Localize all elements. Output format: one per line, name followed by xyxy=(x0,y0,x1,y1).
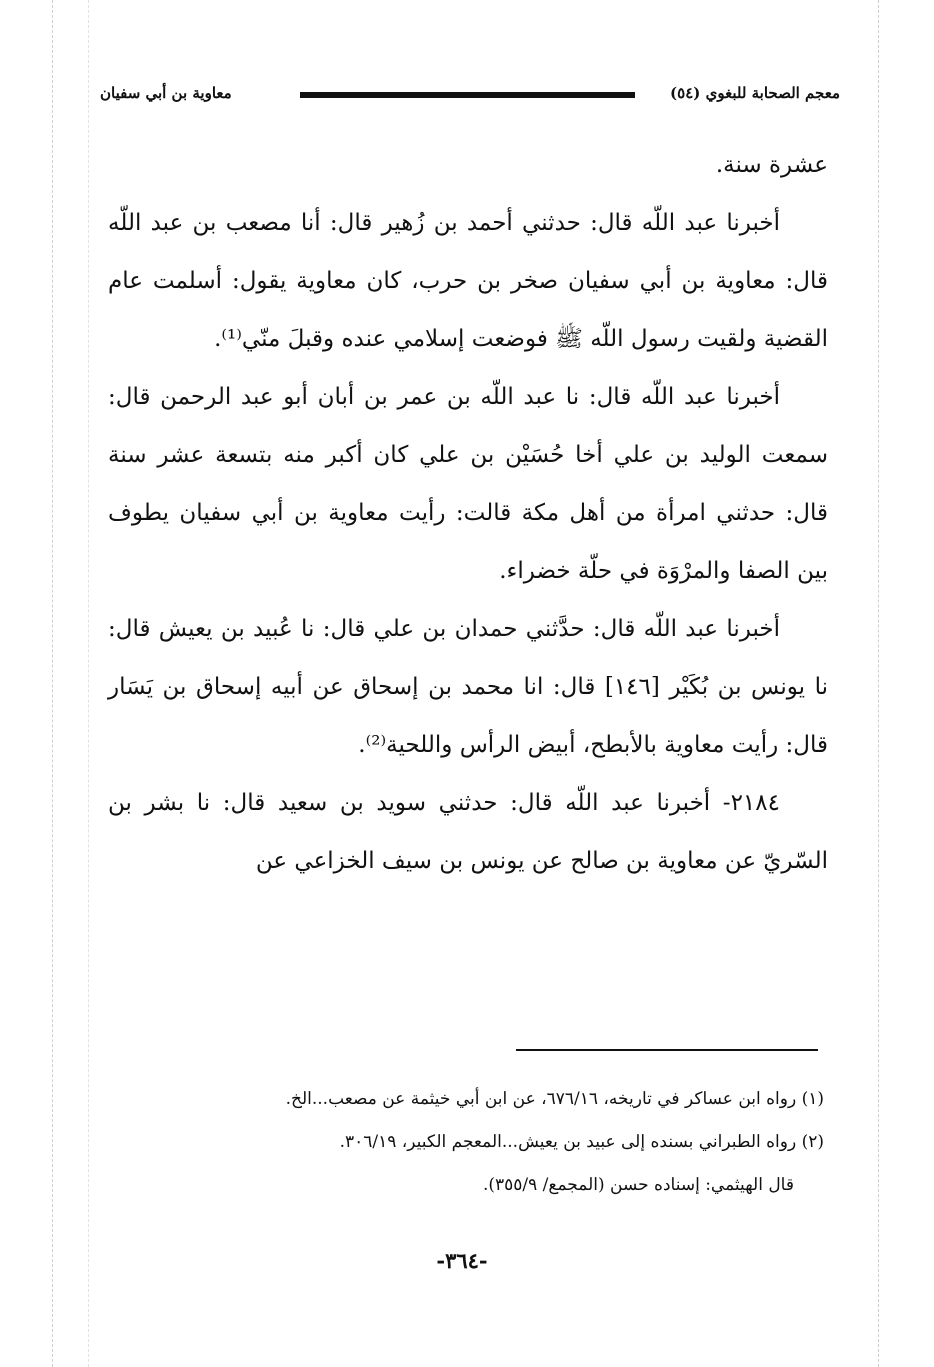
book-title: معجم الصحابة للبغوي (٥٤) xyxy=(670,84,840,102)
chapter-title: معاوية بن أبي سفيان xyxy=(100,84,232,102)
scan-edge-left xyxy=(52,0,53,1367)
footnote: قال الهيثمي: إسناده حسن (المجمع/ ٣٥٥/٩). xyxy=(482,1175,794,1195)
footnote: (٢) رواه الطبراني بسنده إلى عبيد بن يعيش...المعجم الكبير، ٣٠٦/١٩. xyxy=(339,1132,824,1152)
main-text xyxy=(108,136,828,890)
scan-edge-left-inner xyxy=(88,0,89,1367)
footnote: (١) رواه ابن عساكر في تاريخه، ٦٧٦/١٦، عن ابن أبي خيثمة عن مصعب...الخ. xyxy=(285,1089,824,1109)
page-number: -٣٦٤- xyxy=(436,1248,488,1273)
running-header xyxy=(100,84,840,114)
paragraph: عشرة سنة. xyxy=(715,152,828,178)
header-rule xyxy=(300,92,635,98)
paragraph: أخبرنا عبد اللّه قال: حدَّثني حمدان بن علي قال: نا عُبيد بن يعيش قال: نا يونس بن بُكَيْر [١٤٦] قال: انا محمد بن إسحاق عن أبيه إسحاق بن يَسَار قال: رأيت معاوية بالأبطح، أبيض الرأس واللحية⁽²⁾. xyxy=(108,616,828,758)
footnotes xyxy=(140,1078,824,1207)
footnote-separator xyxy=(516,1049,818,1051)
paragraph: أخبرنا عبد اللّه قال: نا عبد اللّه بن عمر بن أبان أبو عبد الرحمن قال: سمعت الوليد بن علي أخا حُسَيْن بن علي كان أكبر منه بتسعة عشر سنة قال: حدثني امرأة من أهل مكة قالت: رأيت معاوية بن أبي سفيان يطوف بين الصفا والمرْوَة في حلّة خضراء. xyxy=(108,384,828,584)
scan-edge-right xyxy=(878,0,879,1367)
paragraph: ٢١٨٤- أخبرنا عبد اللّه قال: حدثني سويد بن سعيد قال: نا بشر بن السّريّ عن معاوية بن صالح عن يونس بن سيف الخزاعي عن xyxy=(108,790,828,874)
paragraph: أخبرنا عبد اللّه قال: حدثني أحمد بن زُهير قال: أنا مصعب بن عبد اللّه قال: معاوية بن أبي سفيان صخر بن حرب، كان معاوية يقول: أسلمت عام القضية ولقيت رسول اللّه ﷺ فوضعت إسلامي عنده وقبلَ منّي⁽¹⁾. xyxy=(108,210,828,352)
